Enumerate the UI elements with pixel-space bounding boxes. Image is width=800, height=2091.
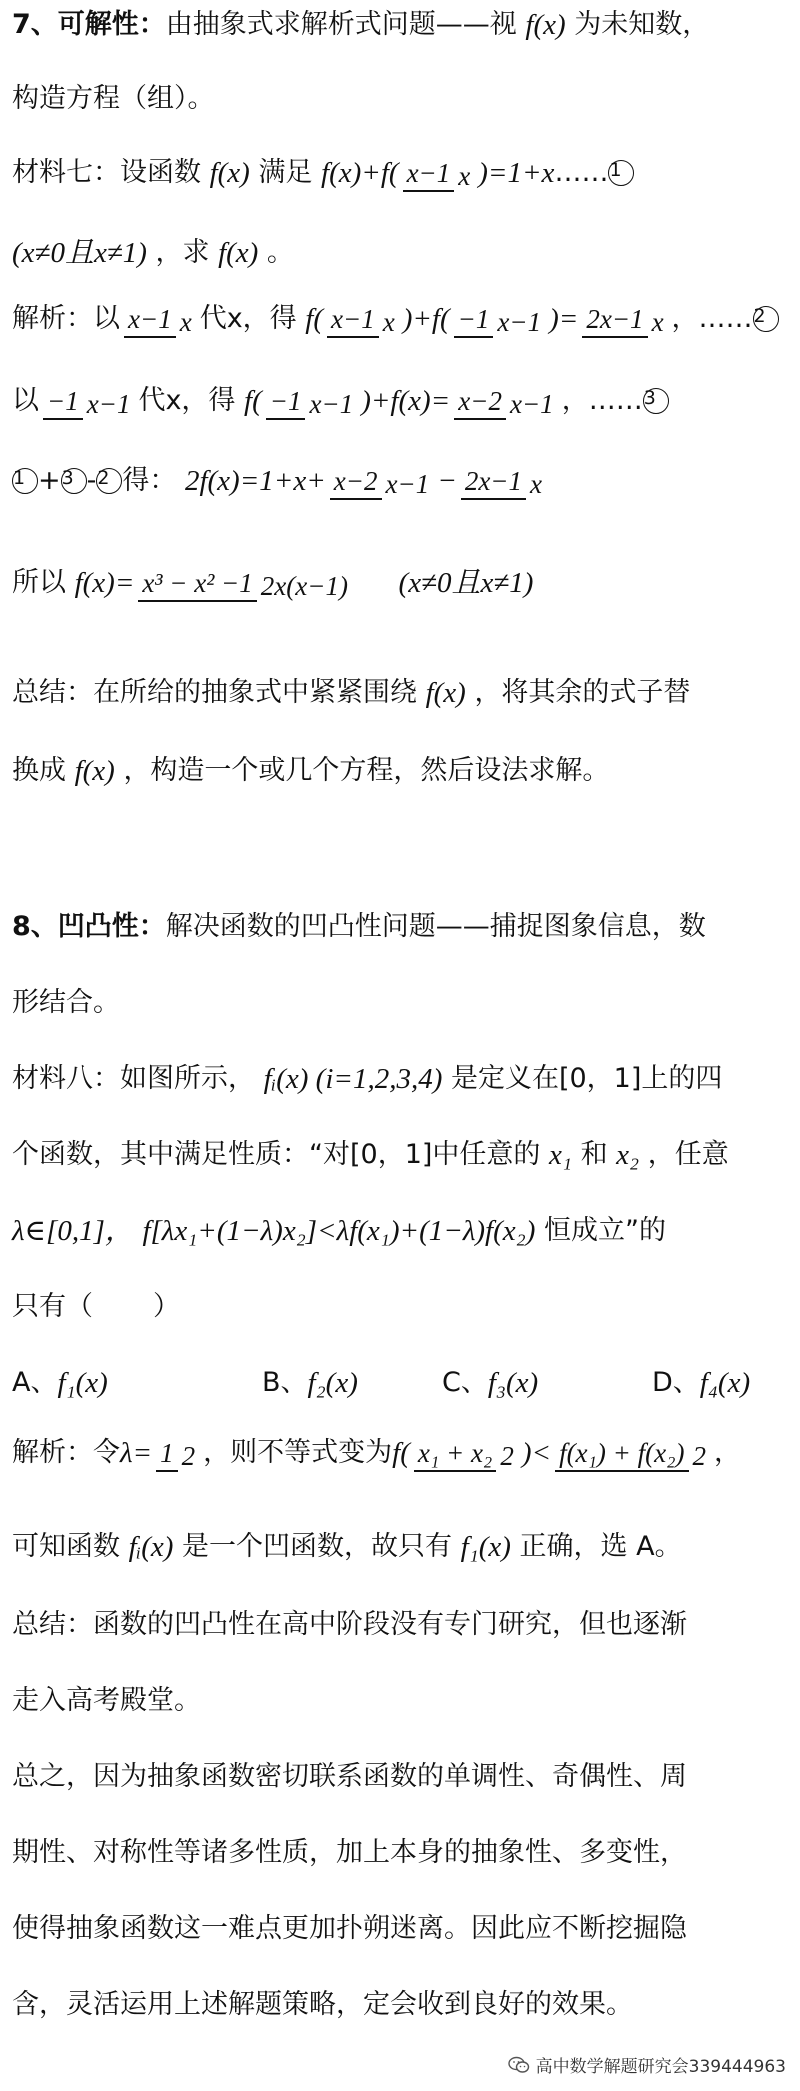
sec7-intro-line2 bbox=[12, 78, 788, 119]
sol8-lt: )< bbox=[521, 1436, 552, 1469]
sub1-den: x bbox=[179, 307, 192, 338]
mat8-b: 是定义在[0，1]上的四 bbox=[450, 1062, 723, 1094]
summary7-fx2: f(x) bbox=[74, 754, 115, 787]
conclusion-line4 bbox=[12, 1984, 788, 2025]
eq3-end: ， bbox=[561, 384, 589, 416]
summary7-fx: f(x) bbox=[425, 676, 466, 709]
summary8-line1-text: 总结：函数的凹凸性在高中阶段没有专门研究，但也逐渐 bbox=[12, 1608, 687, 1640]
conclusion-line1-text: 总之，因为抽象函数密切联系函数的单调性、奇偶性、周 bbox=[12, 1760, 687, 1792]
condition: (x≠0且x≠1) bbox=[12, 236, 147, 269]
mat8-paren-close: ） bbox=[153, 1290, 180, 1322]
sol8-f1: f₁(x) bbox=[460, 1530, 511, 1563]
eq1-frac-den: x bbox=[458, 161, 471, 192]
summary7-d: ，构造一个或几个方程，然后设法求解。 bbox=[123, 754, 610, 786]
solution7-line3 bbox=[12, 460, 788, 501]
mat8-line2-b: ，任意 bbox=[647, 1138, 729, 1170]
eq3-f1-den: x−1 bbox=[309, 389, 354, 420]
combo-marker-2: 2 bbox=[96, 468, 122, 494]
solution7-line1 bbox=[12, 298, 788, 339]
conclusion-line4-text: 含，灵活运用上述解题策略，定会收到良好的效果。 bbox=[12, 1988, 633, 2020]
watermark-text: 高中数学解题研究会339444963 bbox=[535, 2057, 786, 2077]
conclusion-line3-text: 使得抽象函数这一难点更加扑朔迷离。因此应不断挖掘隐 bbox=[12, 1912, 687, 1944]
combo-plus: + bbox=[38, 464, 61, 496]
eq1-fraction bbox=[403, 153, 475, 193]
result7-line bbox=[12, 562, 788, 603]
eq2-f1-den: x bbox=[382, 307, 395, 338]
sub1-num: x−1 bbox=[124, 304, 176, 338]
eq3-frac1 bbox=[266, 381, 357, 421]
option-b-label: B、 bbox=[262, 1366, 308, 1398]
sol8-fi: fᵢ(x) bbox=[128, 1530, 174, 1563]
sol8-half-num: 1 bbox=[156, 1438, 178, 1472]
sol7-label: 解析：以 bbox=[12, 302, 120, 334]
sol8-half-den: 2 bbox=[181, 1441, 196, 1472]
option-c-value: f₃(x) bbox=[487, 1366, 539, 1399]
result-den: 2x(x−1) bbox=[260, 571, 348, 602]
eq2-f3-num: 2x−1 bbox=[582, 304, 647, 338]
eq2-f3-den: x bbox=[651, 307, 664, 338]
result-pre: 所以 bbox=[12, 566, 66, 598]
eq3-frac2 bbox=[454, 381, 557, 421]
option-a[interactable] bbox=[12, 1362, 108, 1403]
combo-minus: - bbox=[86, 464, 97, 496]
eq2-dots: …… bbox=[698, 302, 753, 334]
eq4-f1-num: x−2 bbox=[330, 466, 382, 500]
ask-end: 。 bbox=[266, 236, 294, 268]
result-fraction bbox=[138, 563, 352, 603]
sub2-pre: 以 bbox=[12, 384, 39, 416]
option-d-label: D、 bbox=[652, 1366, 700, 1398]
eq3-f1-num: −1 bbox=[266, 386, 306, 420]
material8-line3 bbox=[12, 1210, 788, 1251]
option-a-value: f₁(x) bbox=[57, 1366, 108, 1399]
eq4-f2-num: 2x−1 bbox=[461, 466, 526, 500]
sol8-f2-den: 2 bbox=[692, 1441, 706, 1472]
result-num: x³ − x² −1 bbox=[138, 568, 256, 602]
result-fx: f(x)= bbox=[74, 566, 135, 599]
summary7-b: ，将其余的式子替 bbox=[474, 676, 691, 708]
summary7-c: 换成 bbox=[12, 754, 66, 786]
eq2-f2-num: −1 bbox=[454, 304, 494, 338]
material7-mid: 满足 bbox=[258, 156, 313, 188]
condition-line bbox=[12, 232, 788, 273]
eq3-a: f( bbox=[244, 384, 262, 417]
mat8-x1: x₁ bbox=[549, 1138, 572, 1171]
sec7-intro: 由抽象式求解析式问题——视 bbox=[165, 8, 517, 40]
summary8-line1 bbox=[12, 1604, 788, 1645]
conclusion-line1 bbox=[12, 1756, 788, 1797]
sec8-heading-line bbox=[12, 906, 788, 947]
option-a-label: A、 bbox=[12, 1366, 58, 1398]
sec8-intro-line2-text: 形结合。 bbox=[12, 986, 120, 1018]
eq3-dots: …… bbox=[588, 384, 643, 416]
eq2-frac3 bbox=[582, 299, 667, 339]
eq-marker-3: 3 bbox=[643, 388, 669, 414]
ask: ，求 bbox=[155, 236, 210, 268]
eq3-f2-num: x−2 bbox=[454, 386, 506, 420]
mat8-and: 和 bbox=[580, 1138, 608, 1170]
result-condition: (x≠0且x≠1) bbox=[398, 566, 534, 599]
solution8-line2 bbox=[12, 1526, 788, 1567]
eq2-f1-num: x−1 bbox=[327, 304, 379, 338]
sub2-num: −1 bbox=[43, 386, 83, 420]
sol8-f2-num: f(x₁) + f(x₂) bbox=[555, 1438, 688, 1472]
combo-text: 得： bbox=[122, 464, 177, 496]
summary8-line2-text: 走入高考殿堂。 bbox=[12, 1684, 201, 1716]
sub1-text: 代x，得 bbox=[199, 302, 297, 334]
combo-marker-3: 3 bbox=[61, 468, 87, 494]
sec7-fx: f(x) bbox=[525, 8, 566, 41]
mat8-only: 只有（ bbox=[12, 1290, 93, 1322]
sub2-fraction bbox=[43, 381, 134, 421]
eq2-a: f( bbox=[305, 302, 323, 335]
sol8-frac1 bbox=[414, 1433, 518, 1473]
sec7-heading: 7、可解性： bbox=[12, 8, 166, 40]
solution7-line2 bbox=[12, 380, 788, 421]
mat8-line3-b: 恒成立”的 bbox=[543, 1214, 666, 1246]
conclusion-line3 bbox=[12, 1908, 788, 1949]
eq4-frac2 bbox=[461, 461, 546, 501]
option-d-value: f₄(x) bbox=[699, 1366, 751, 1399]
sec8-intro-line2 bbox=[12, 982, 788, 1023]
material7-line bbox=[12, 152, 788, 193]
eq1-left: f(x)+f( bbox=[321, 156, 399, 189]
sol8-f1-den: 2 bbox=[500, 1441, 514, 1472]
eq4-frac1 bbox=[330, 461, 433, 501]
sol8-f1-num: x₁ + x₂ bbox=[414, 1438, 496, 1472]
material8-line2 bbox=[12, 1134, 788, 1175]
sol8-b: ，则不等式变为 bbox=[203, 1436, 393, 1468]
watermark bbox=[508, 2052, 786, 2077]
eq1-dots: …… bbox=[554, 156, 609, 188]
sol8-half bbox=[156, 1433, 199, 1473]
solution8-line1 bbox=[12, 1432, 788, 1473]
eq4-a: 2f(x)=1+x+ bbox=[184, 464, 326, 497]
sec8-intro: 解决函数的凹凸性问题——捕捉图象信息，数 bbox=[165, 910, 706, 942]
combo-marker-1: 1 bbox=[12, 468, 38, 494]
sol8-line2-a: 可知函数 bbox=[12, 1530, 120, 1562]
eq-marker-1: 1 bbox=[608, 160, 634, 186]
conclusion-line2-text: 期性、对称性等诸多性质，加上本身的抽象性、多变性， bbox=[12, 1836, 687, 1868]
sec7-intro-line2-text: 构造方程（组）。 bbox=[12, 82, 215, 114]
eq1-frac-num: x−1 bbox=[403, 158, 455, 192]
option-b[interactable] bbox=[262, 1362, 358, 1403]
eq2-c: )= bbox=[549, 302, 579, 335]
option-c[interactable] bbox=[442, 1362, 538, 1403]
sub2-text: 代x，得 bbox=[138, 384, 236, 416]
sol8-line2-c: 正确，选 A。 bbox=[519, 1530, 682, 1562]
sol8-frac2 bbox=[555, 1433, 710, 1473]
eq3-b: )+f(x)= bbox=[361, 384, 451, 417]
ask-fx: f(x) bbox=[218, 236, 259, 269]
eq2-frac2 bbox=[454, 299, 545, 339]
eq4-f2-den: x bbox=[530, 469, 543, 500]
wechat-icon bbox=[508, 2056, 530, 2074]
eq-marker-2: 2 bbox=[753, 306, 779, 332]
sol8-a: 解析：令 bbox=[12, 1436, 120, 1468]
sec7-intro-end: 为未知数， bbox=[574, 8, 710, 40]
sec7-heading-line bbox=[12, 4, 788, 45]
mat8-inequality: f[λx₁+(1−λ)x₂]<λf(x₁)+(1−λ)f(x₂) bbox=[142, 1214, 536, 1247]
eq3-f2-den: x−1 bbox=[509, 389, 554, 420]
sub2-den: x−1 bbox=[86, 389, 131, 420]
mat8-line2-a: 个函数，其中满足性质：“对[0，1]中任意的 bbox=[12, 1138, 541, 1170]
sol8-lambda: λ= bbox=[120, 1436, 153, 1469]
material8-line4 bbox=[12, 1286, 788, 1327]
sol8-f: f( bbox=[392, 1436, 410, 1469]
conclusion-line2 bbox=[12, 1832, 788, 1873]
option-b-value: f₂(x) bbox=[307, 1366, 358, 1399]
mat8-fi: fᵢ(x) (i=1,2,3,4) bbox=[263, 1062, 443, 1095]
eq2-end: ， bbox=[671, 302, 699, 334]
sol8-end: ， bbox=[714, 1436, 741, 1468]
mat8-a: 材料八：如图所示， bbox=[12, 1062, 255, 1094]
option-d[interactable] bbox=[652, 1362, 750, 1403]
summary8-line2 bbox=[12, 1680, 788, 1721]
summary7-line1 bbox=[12, 672, 788, 713]
eq2-frac1 bbox=[327, 299, 399, 339]
eq1-right: )=1+x bbox=[478, 156, 555, 189]
material7-label: 材料七：设函数 bbox=[12, 156, 201, 188]
eq4-minus: − bbox=[437, 464, 457, 497]
material8-line1 bbox=[12, 1058, 788, 1099]
sol8-line2-b: 是一个凹函数，故只有 bbox=[182, 1530, 453, 1562]
eq2-b: )+f( bbox=[402, 302, 450, 335]
material7-fx: f(x) bbox=[209, 156, 250, 189]
sub1-fraction bbox=[124, 299, 196, 339]
summary7-a: 总结：在所给的抽象式中紧紧围绕 bbox=[12, 676, 417, 708]
mat8-lambda-range: λ∈[0,1]， bbox=[12, 1214, 134, 1247]
eq2-f2-den: x−1 bbox=[497, 307, 542, 338]
mat8-x2: x₂ bbox=[616, 1138, 640, 1171]
option-c-label: C、 bbox=[442, 1366, 488, 1398]
summary7-line2 bbox=[12, 750, 788, 791]
sec8-heading: 8、凹凸性： bbox=[12, 910, 166, 942]
eq4-f1-den: x−1 bbox=[385, 469, 430, 500]
